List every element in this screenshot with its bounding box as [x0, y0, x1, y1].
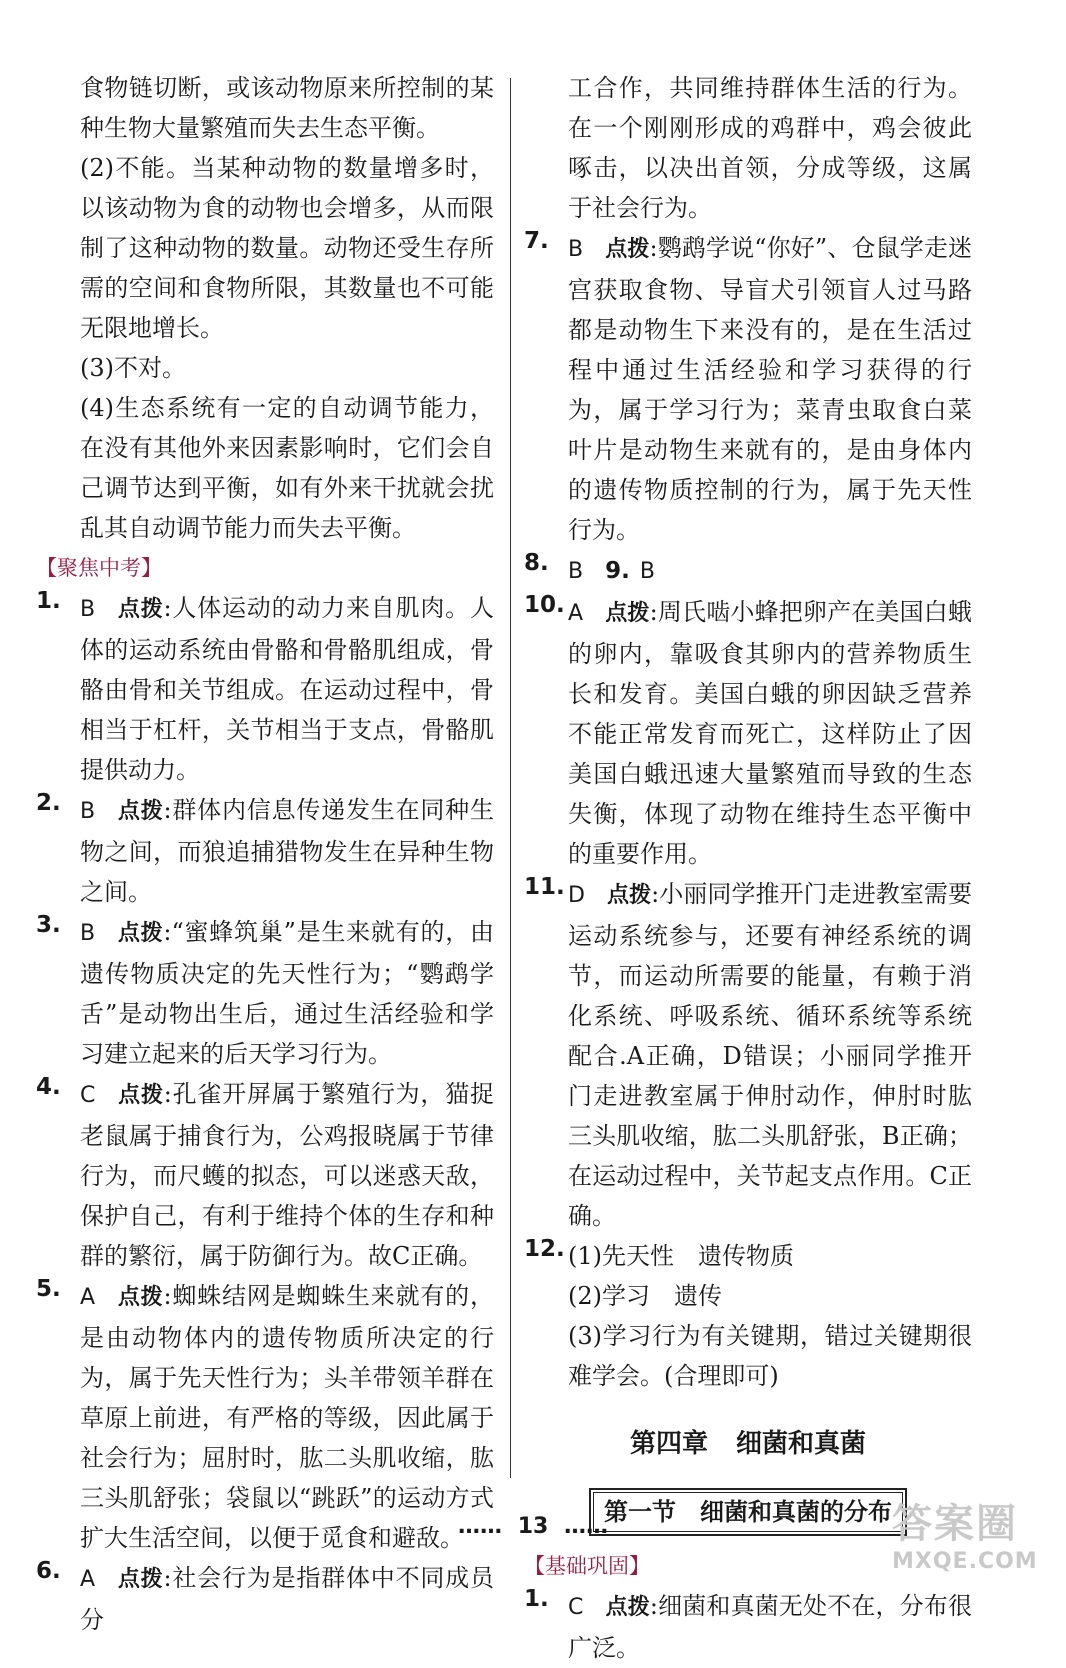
item-number: 1.	[524, 1586, 549, 1612]
tip-label: 点拨	[117, 597, 164, 622]
answer-item	[524, 874, 972, 1236]
column-divider	[510, 78, 511, 1478]
page-dots-left: ……	[458, 1514, 503, 1539]
right-paragraph-1: 工合作，共同维持群体生活的行为。在一个刚刚形成的鸡群中，鸡会彼此啄击，以决出首领，分成等级，这属于社会行为。	[568, 74, 972, 222]
answer-choice: B	[80, 597, 96, 622]
item-number: 7.	[524, 228, 549, 254]
section-number: 第一节	[604, 1498, 676, 1526]
left-paragraph-2: (2)不能。当某种动物的数量增多时，以该动物为食的动物也会增多，从而限制了这种动物的数量。动物还受生存所需的空间和食物所限，其数量也不可能无限地增长。	[80, 154, 494, 342]
chapter-number: 第四章	[629, 1429, 708, 1459]
item-number: 11.	[524, 874, 565, 900]
item-text: :孔雀开屏属于繁殖行为，猫捉老鼠属于捕食行为，公鸡报晓属于节律行为，而尺蠖的拟态，可以迷惑天敌，保护自己，有利于维持个体的生存和种群的繁衍，属于防御行为。故C正确。	[80, 1080, 494, 1270]
answer-item	[36, 1074, 494, 1276]
tip-label: 点拨	[606, 883, 652, 908]
item-number: 12.	[524, 1236, 565, 1262]
item-number: 5.	[36, 1276, 61, 1302]
item-number: 8.	[524, 550, 549, 576]
answer-item	[524, 550, 972, 592]
q12-line: (3)学习行为有关键期，错过关键期很难学会。(合理即可)	[568, 1322, 972, 1390]
tip-label: 点拨	[117, 1083, 164, 1108]
answer-item	[36, 1558, 494, 1640]
left-paragraph-4: (4)生态系统有一定的自动调节能力，在没有其他外来因素影响时，它们会自己调节达到平衡，如有外来干扰就会扰乱其自动调节能力而失去平衡。	[80, 394, 494, 542]
answer-choice: B	[568, 559, 584, 584]
answer-item-12	[524, 1236, 972, 1396]
tip-label: 点拨	[117, 921, 164, 946]
tip-label: 点拨	[117, 1567, 164, 1592]
item-number: 9.	[605, 558, 630, 584]
answer-choice: B	[639, 559, 655, 584]
left-paragraph-3: (3)不对。	[80, 354, 186, 382]
item-text: :鹦鹉学说“你好”、仓鼠学走迷宫获取食物、导盲犬引领盲人过马路都是动物生下来没有的，是在生活过程中通过生活经验和学习获得的行为，属于学习行为；菜青虫取食白菜叶片是动物生来就有的，是由身体内的遗传物质控制的行为，属于先天性行为。	[568, 234, 972, 544]
answer-choice: B	[80, 799, 96, 824]
left-paragraph-1: 食物链切断，或该动物原来所控制的某种生物大量繁殖而失去生态平衡。	[80, 74, 494, 142]
answer-choice: B	[80, 921, 96, 946]
chapter-name: 细菌和真菌	[736, 1429, 867, 1459]
item-number: 1.	[36, 588, 61, 614]
watermark-logo	[892, 1500, 1042, 1590]
tip-label: 点拨	[117, 799, 164, 824]
right-column	[524, 68, 972, 1668]
left-column	[36, 68, 494, 1640]
watermark-title: 答案圈	[892, 1501, 1018, 1547]
tip-label: 点拨	[605, 237, 650, 262]
answer-item	[524, 592, 972, 874]
answer-choice: A	[80, 1285, 96, 1310]
item-text: :群体内信息传递发生在同种生物之间，而狼追捕猎物发生在异种生物之间。	[80, 796, 494, 906]
answer-choice: A	[80, 1567, 96, 1592]
answer-item	[524, 228, 972, 550]
answer-choice: C	[568, 1595, 584, 1620]
section-name: 细菌和真菌的分布	[700, 1498, 892, 1526]
section-heading-focus-exam: 【聚焦中考】	[36, 556, 162, 580]
item-text: :人体运动的动力来自肌肉。人体的运动系统由骨骼和骨骼肌组成，骨骼由骨和关节组成。在运动过程中，骨相当于杠杆，关节相当于支点，骨骼肌提供动力。	[80, 594, 494, 784]
answer-choice: D	[568, 883, 585, 908]
item-number: 4.	[36, 1074, 61, 1100]
chapter-title	[524, 1424, 972, 1464]
page-number-value: 13	[517, 1514, 549, 1539]
watermark-url: MXQE.COM	[892, 1549, 1038, 1574]
item-text: :周氏啮小蜂把卵产在美国白蛾的卵内，靠吸食其卵内的营养物质生长和发育。美国白蛾的卵因缺乏营养不能正常发育而死亡，这样防止了因美国白蛾迅速大量繁殖而导致的生态失衡，体现了动物在维持生态平衡中的重要作用。	[568, 598, 972, 868]
tip-label: 点拨	[605, 601, 650, 626]
answer-item	[36, 912, 494, 1074]
item-text: :社会行为是指群体中不同成员分	[80, 1564, 494, 1634]
item-text: :蜘蛛结网是蜘蛛生来就有的，是由动物体内的遗传物质所决定的行为，属于先天性行为；头羊带领羊群在草原上前进，有严格的等级，因此属于社会行为；屈肘时，肱二头肌收缩，肱三头肌舒张；袋鼠以“跳跃”的运动方式扩大生活空间，以便于觅食和避敌。	[80, 1282, 494, 1552]
answer-item	[36, 790, 494, 912]
q12-line: (1)先天性 遗传物质	[568, 1242, 794, 1270]
page-dots-right: ……	[563, 1514, 608, 1539]
tip-label: 点拨	[117, 1285, 164, 1310]
q12-line: (2)学习 遗传	[568, 1282, 722, 1310]
item-text: :细菌和真菌无处不在，分布很广泛。	[568, 1592, 972, 1662]
item-text: :“蜜蜂筑巢”是生来就有的，由遗传物质决定的先天性行为；“鹦鹉学舌”是动物出生后，通过生活经验和学习建立起来的后天学习行为。	[80, 918, 494, 1068]
answer-choice: A	[568, 601, 584, 626]
item-number: 6.	[36, 1558, 61, 1584]
item-text: :小丽同学推开门走进教室需要运动系统参与，还要有神经系统的调节，而运动所需要的能量，有赖于消化系统、呼吸系统、循环系统等系统配合.A正确，D错误；小丽同学推开门走进教室属于伸肘动作，伸肘时肱三头肌收缩，肱二头肌舒张，B正确；在运动过程中，关节起支点作用。C正确。	[568, 880, 972, 1230]
answer-item	[36, 588, 494, 790]
answer-item	[524, 1586, 972, 1668]
tip-label: 点拨	[605, 1595, 650, 1620]
answer-choice: C	[80, 1083, 96, 1108]
item-number: 2.	[36, 790, 61, 816]
section-heading-basic: 【基础巩固】	[524, 1554, 650, 1578]
item-number: 10.	[524, 592, 565, 618]
answer-choice: B	[568, 237, 584, 262]
item-number: 3.	[36, 912, 61, 938]
